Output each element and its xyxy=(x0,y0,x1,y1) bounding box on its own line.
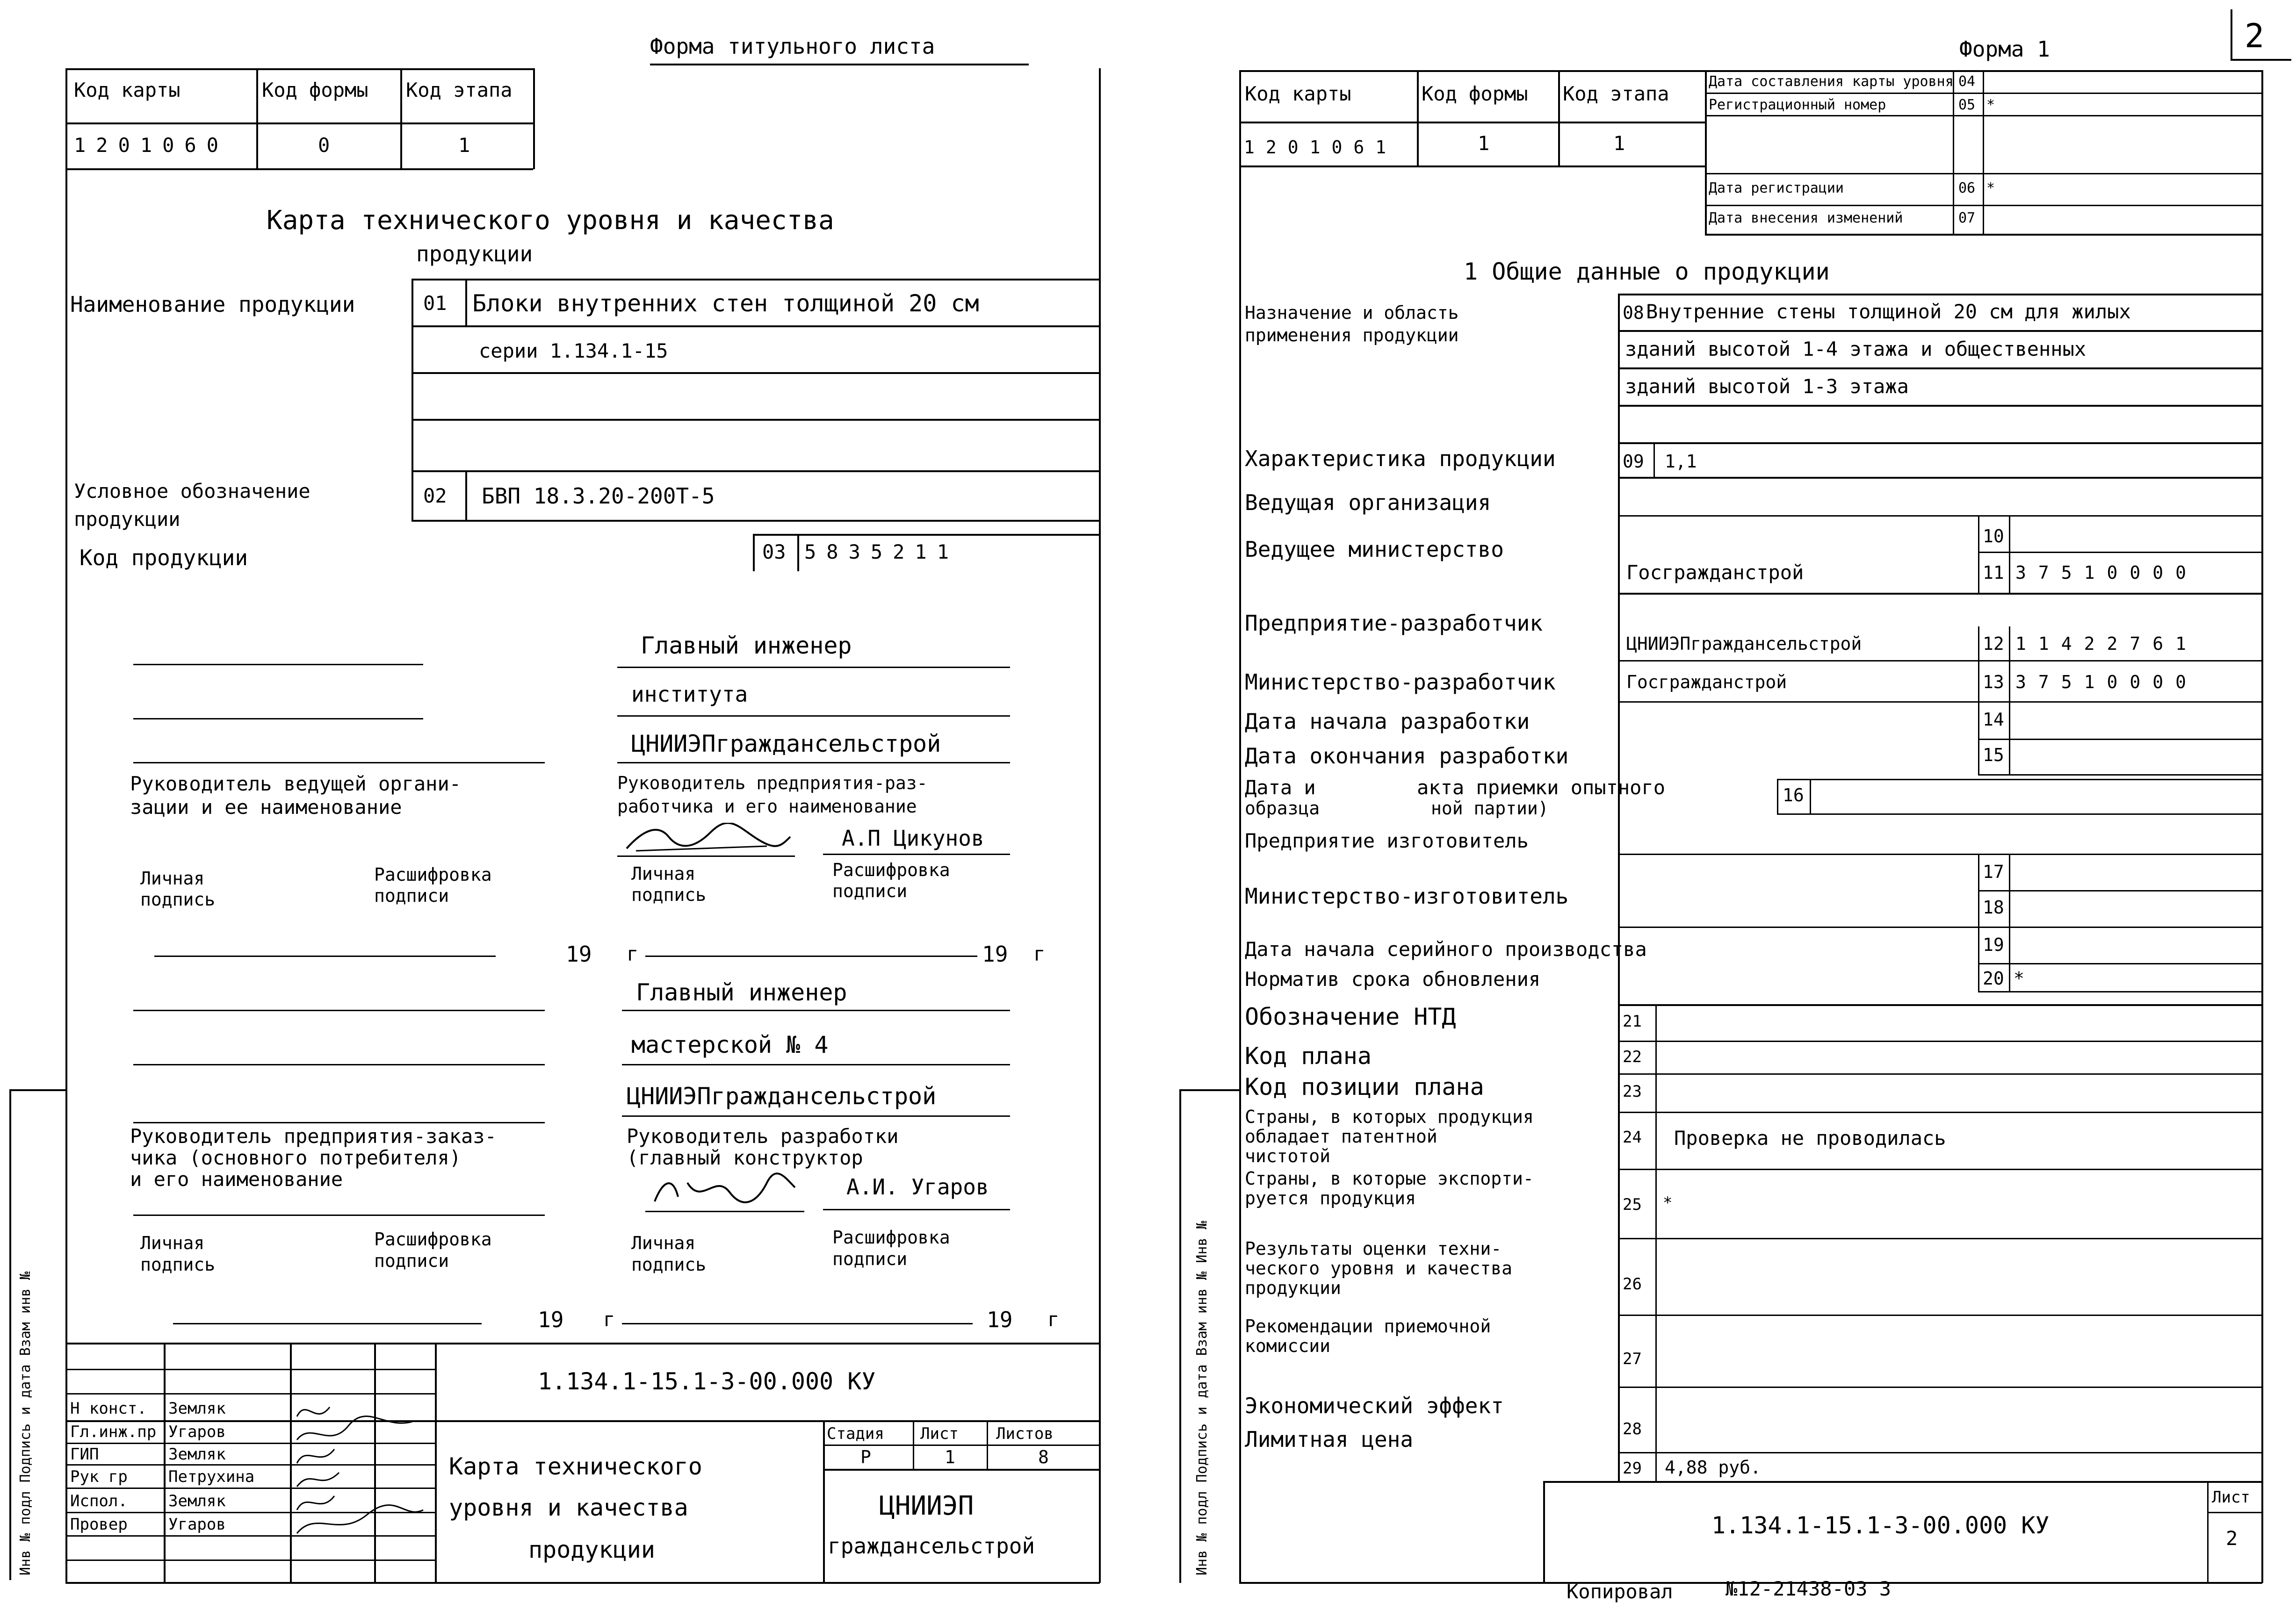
signature-decode-label-b2: подписи xyxy=(832,881,908,901)
personal-signature-label-b: Личная xyxy=(631,863,696,884)
field-12-code: 11422761 xyxy=(2015,633,2199,654)
doc-title-line3: продукции xyxy=(528,1536,655,1563)
serial-start-label: Дата начала серийного производства xyxy=(1245,938,1647,961)
field-08-num: 08 xyxy=(1623,302,1644,323)
form-code-value: 0 xyxy=(318,134,330,157)
field-16-num: 16 xyxy=(1783,785,1804,805)
reg-field-mark-06: * xyxy=(1986,180,1995,196)
personal-signature-label-d2: подпись xyxy=(631,1254,707,1275)
field-25-num: 25 xyxy=(1623,1195,1642,1214)
manufacturer-label: Предприятие изготовитель xyxy=(1245,829,1529,852)
lead-ministry-value: Госгражданстрой xyxy=(1626,561,1804,584)
developer-label: Предприятие-разработчик xyxy=(1245,611,1543,636)
signature-decode-label: Расшифровка xyxy=(374,864,492,885)
card-code-label-r: Код карты xyxy=(1245,82,1351,105)
patent-label-3: чистотой xyxy=(1245,1146,1331,1166)
designation-label: Условное обозначение xyxy=(74,480,310,503)
sheet-value: 1 xyxy=(945,1447,955,1467)
purpose-value-line3: зданий высотой 1-3 этажа xyxy=(1625,375,1909,398)
institute-name: ЦНИИЭПграждансельстрой xyxy=(631,730,941,757)
recommend-label: Рекомендации приемочной xyxy=(1245,1316,1491,1337)
sheet-label: Лист xyxy=(920,1424,959,1443)
renewal-label: Норматив срока обновления xyxy=(1245,968,1541,991)
workshop-org: ЦНИИЭПграждансельстрой xyxy=(627,1083,937,1110)
role-4: Рук гр xyxy=(70,1467,128,1486)
signature-2 xyxy=(645,1169,804,1212)
characteristic-value: 1,1 xyxy=(1665,451,1697,472)
stage-code-label: Код этапа xyxy=(406,79,513,101)
reg-field-label-04: Дата составления карты уровня xyxy=(1709,73,1954,90)
role-5: Испол. xyxy=(70,1492,128,1510)
section-title: 1 Общие данные о продукции xyxy=(1464,258,1830,285)
designation-label-2: продукции xyxy=(74,508,181,531)
reg-field-num-05: 05 xyxy=(1958,97,1976,113)
name-3: Земляк xyxy=(168,1445,226,1464)
field-27-num: 27 xyxy=(1623,1350,1642,1368)
signature-decode-label-c: Расшифровка xyxy=(374,1229,492,1250)
signature-1 xyxy=(617,823,795,857)
field-02-num: 02 xyxy=(423,484,447,507)
doc-title-line2: уровня и качества xyxy=(449,1494,688,1521)
chief-engineer-title: Главный инженер xyxy=(641,632,852,659)
field-29-num: 29 xyxy=(1623,1459,1642,1478)
export-label-2: руется продукция xyxy=(1245,1188,1416,1208)
recommend-label-2: комиссии xyxy=(1245,1336,1331,1356)
purpose-label-2: применения продукции xyxy=(1245,325,1459,345)
sheet-value-right: 2 xyxy=(2226,1527,2238,1550)
year-suffix-4: г xyxy=(1047,1308,1060,1331)
patent-value: Проверка не проводилась xyxy=(1674,1127,1946,1150)
signature-decode-label-d2: подписи xyxy=(832,1249,908,1269)
card-code-value: 1201060 xyxy=(74,134,229,157)
product-name-value: Блоки внутренних стен толщиной 20 см xyxy=(472,290,979,317)
doc-code-right: 1.134.1-15.1-3-00.000 КУ xyxy=(1711,1512,2050,1539)
dev-end-label: Дата окончания разработки xyxy=(1245,743,1569,769)
patent-label: Страны, в которых продукция xyxy=(1245,1107,1534,1127)
role-2: Гл.инж.пр xyxy=(70,1423,157,1441)
field-24-num: 24 xyxy=(1623,1128,1642,1147)
acceptance-label-b: акта приемки опытного xyxy=(1417,776,1666,799)
export-label: Страны, в которые экспорти- xyxy=(1245,1168,1534,1189)
org-name-2: граждансельстрой xyxy=(828,1533,1035,1559)
purpose-label: Назначение и область xyxy=(1245,302,1459,323)
chief-engineer-title-2: Главный инженер xyxy=(636,979,847,1006)
signature-decode-label-b: Расшифровка xyxy=(832,860,950,880)
year-label-4: 19 xyxy=(987,1307,1013,1332)
dev-enterprise-head-label: Руководитель предприятия-раз- xyxy=(617,773,928,793)
role-3: ГИП xyxy=(70,1445,99,1464)
reg-field-label-06: Дата регистрации xyxy=(1709,180,1844,196)
page-number: 2 xyxy=(2245,17,2265,55)
product-code-value: 5835211 xyxy=(804,540,960,563)
stage-label: Стадия xyxy=(827,1424,884,1443)
stage-code-label-r: Код этапа xyxy=(1563,82,1669,105)
form-code-label-r: Код формы xyxy=(1422,82,1528,105)
name-2: Угаров xyxy=(168,1423,226,1441)
lead-ministry-label: Ведущее министерство xyxy=(1245,537,1504,562)
eval-label-2: ческого уровня и качества xyxy=(1245,1258,1512,1279)
developer-value: ЦНИИЭПграждансельстрой xyxy=(1626,633,1862,654)
copied-label: Копировал xyxy=(1567,1580,1673,1603)
reg-field-num-04: 04 xyxy=(1958,73,1976,90)
dev-start-label: Дата начала разработки xyxy=(1245,709,1530,734)
price-value: 4,88 руб. xyxy=(1665,1457,1761,1478)
purpose-value-line2: зданий высотой 1-4 этажа и общественных xyxy=(1625,338,2087,360)
field-26-num: 26 xyxy=(1623,1275,1642,1294)
sheets-value: 8 xyxy=(1038,1447,1049,1467)
stage-code-value-r: 1 xyxy=(1613,132,1625,155)
dev-ministry-value: Госгражданстрой xyxy=(1626,672,1787,692)
card-code-label: Код карты xyxy=(74,79,181,101)
name-4: Петрухина xyxy=(168,1467,255,1486)
eval-label: Результаты оценки техни- xyxy=(1245,1238,1502,1259)
lead-org-head-label-2: зации и ее наименование xyxy=(130,796,402,819)
ntd-label: Обозначение НТД xyxy=(1245,1003,1456,1030)
field-13-code: 37510000 xyxy=(2015,672,2199,692)
dev-head-label-2: (главный конструктор xyxy=(627,1146,863,1169)
dev-head-label: Руководитель разработки xyxy=(627,1125,899,1148)
name-5: Земляк xyxy=(168,1492,226,1510)
field-18-num: 18 xyxy=(1983,897,2004,918)
field-25-mark: * xyxy=(1663,1193,1673,1212)
reg-field-label-07: Дата внесения изменений xyxy=(1709,210,1903,226)
personal-signature-label-c: Личная xyxy=(140,1233,205,1253)
field-17-num: 17 xyxy=(1983,862,2004,882)
role-6: Провер xyxy=(70,1515,128,1534)
signer-2-name: А.И. Угаров xyxy=(846,1174,989,1200)
card-title: Карта технического уровня и качества xyxy=(267,205,834,236)
field-10-num: 10 xyxy=(1983,526,2004,546)
org-name: ЦНИИЭП xyxy=(879,1491,974,1521)
dev-enterprise-head-label-2: работчика и его наименование xyxy=(617,796,917,817)
product-series-value: серии 1.134.1-15 xyxy=(479,339,668,362)
field-21-num: 21 xyxy=(1623,1012,1642,1031)
signer-1-name: А.П Цикунов xyxy=(842,826,984,851)
signature-decode-label-2: подписи xyxy=(374,885,449,906)
patent-label-2: обладает патентной xyxy=(1245,1126,1437,1147)
lead-org-head-label: Руководитель ведущей органи- xyxy=(130,772,462,795)
plan-position-label: Код позиции плана xyxy=(1245,1073,1484,1100)
role-1: Н конст. xyxy=(70,1399,147,1418)
left-side-stamp: Инв № подл Подпись и дата Взам инв № xyxy=(17,1271,34,1575)
field-09-num: 09 xyxy=(1623,451,1644,472)
year-label-1: 19 xyxy=(566,942,592,967)
economic-label: Экономический эффект xyxy=(1245,1393,1504,1418)
plan-code-label: Код плана xyxy=(1245,1042,1372,1070)
purpose-value-line1: Внутренние стены толщиной 20 см для жилых xyxy=(1646,300,2131,323)
signature-decode-label-d: Расшифровка xyxy=(832,1227,950,1248)
lead-org-label: Ведущая организация xyxy=(1245,490,1491,515)
name-1: Земляк xyxy=(168,1399,226,1418)
year-suffix-3: г xyxy=(603,1308,615,1331)
year-label-2: 19 xyxy=(982,942,1008,967)
form-code-label: Код формы xyxy=(262,79,368,101)
personal-signature-label: Личная xyxy=(140,868,205,889)
customer-head-label: Руководитель предприятия-заказ- xyxy=(130,1125,497,1148)
field-15-num: 15 xyxy=(1983,745,2004,765)
form-header: Форма титульного листа xyxy=(650,34,935,59)
designation-value: БВП 18.3.20-200Т-5 xyxy=(482,483,715,509)
workshop-label: мастерской № 4 xyxy=(631,1031,829,1058)
product-name-label: Наименование продукции xyxy=(70,292,355,317)
stage-code-value: 1 xyxy=(458,134,470,157)
form-label: Форма 1 xyxy=(1959,36,2050,62)
product-code-label: Код продукции xyxy=(79,545,248,570)
customer-head-label-2: чика (основного потребителя) xyxy=(130,1146,462,1169)
sheet-label-right: Лист xyxy=(2212,1488,2250,1507)
year-label-3: 19 xyxy=(538,1307,564,1332)
field-20-mark: * xyxy=(2014,968,2024,989)
field-20-num: 20 xyxy=(1983,968,2004,989)
personal-signature-label-b2: подпись xyxy=(631,884,707,905)
acceptance-label: Дата и xyxy=(1245,776,1316,799)
name-6: Угаров xyxy=(168,1515,226,1534)
reg-field-num-07: 07 xyxy=(1958,210,1976,226)
field-23-num: 23 xyxy=(1623,1082,1642,1101)
dev-ministry-label: Министерство-разработчик xyxy=(1245,669,1556,695)
characteristic-label: Характеристика продукции xyxy=(1245,446,1556,471)
field-11-code: 37510000 xyxy=(2015,562,2199,583)
field-11-num: 11 xyxy=(1983,562,2004,583)
reg-field-num-06: 06 xyxy=(1958,180,1976,196)
card-title-line2: продукции xyxy=(416,241,533,266)
year-suffix-2: г xyxy=(1033,942,1046,965)
field-01-num: 01 xyxy=(423,292,447,315)
field-03-num: 03 xyxy=(762,540,786,563)
field-12-num: 12 xyxy=(1983,633,2004,654)
field-14-num: 14 xyxy=(1983,709,2004,730)
customer-head-label-3: и его наименование xyxy=(130,1168,343,1191)
signature-decode-label-c2: подписи xyxy=(374,1251,449,1271)
acceptance-label-2: образца xyxy=(1245,798,1320,819)
sheets-label: Листов xyxy=(996,1424,1054,1443)
card-code-value-r: 1201061 xyxy=(1244,137,1398,158)
personal-signature-label-2: подпись xyxy=(140,889,216,910)
year-suffix-1: г xyxy=(627,942,639,965)
stage-value: Р xyxy=(860,1447,871,1467)
reg-field-mark-05: * xyxy=(1986,97,1995,113)
field-19-num: 19 xyxy=(1983,934,2004,955)
personal-signature-label-d: Личная xyxy=(631,1233,696,1253)
field-22-num: 22 xyxy=(1623,1048,1642,1066)
right-side-stamp: Инв № подл Подпись и дата Взам инв № Инв № xyxy=(1194,1221,1210,1575)
institute-label: института xyxy=(631,682,748,707)
personal-signature-label-c2: подпись xyxy=(140,1254,216,1275)
doc-title-line1: Карта технического xyxy=(449,1453,702,1480)
doc-code: 1.134.1-15.1-3-00.000 КУ xyxy=(538,1368,876,1395)
field-13-num: 13 xyxy=(1983,672,2004,692)
footer-number: №12-21438-03 3 xyxy=(1726,1577,1892,1600)
price-label: Лимитная цена xyxy=(1245,1427,1414,1452)
field-28-num: 28 xyxy=(1623,1420,1642,1438)
reg-field-label-05: Регистрационный номер xyxy=(1709,97,1886,113)
title-block-signatures xyxy=(292,1398,433,1538)
eval-label-3: продукции xyxy=(1245,1278,1341,1298)
mfr-ministry-label: Министерство-изготовитель xyxy=(1245,884,1569,909)
form-code-value-r: 1 xyxy=(1478,132,1490,155)
acceptance-label-2b: ной партии) xyxy=(1431,798,1549,819)
